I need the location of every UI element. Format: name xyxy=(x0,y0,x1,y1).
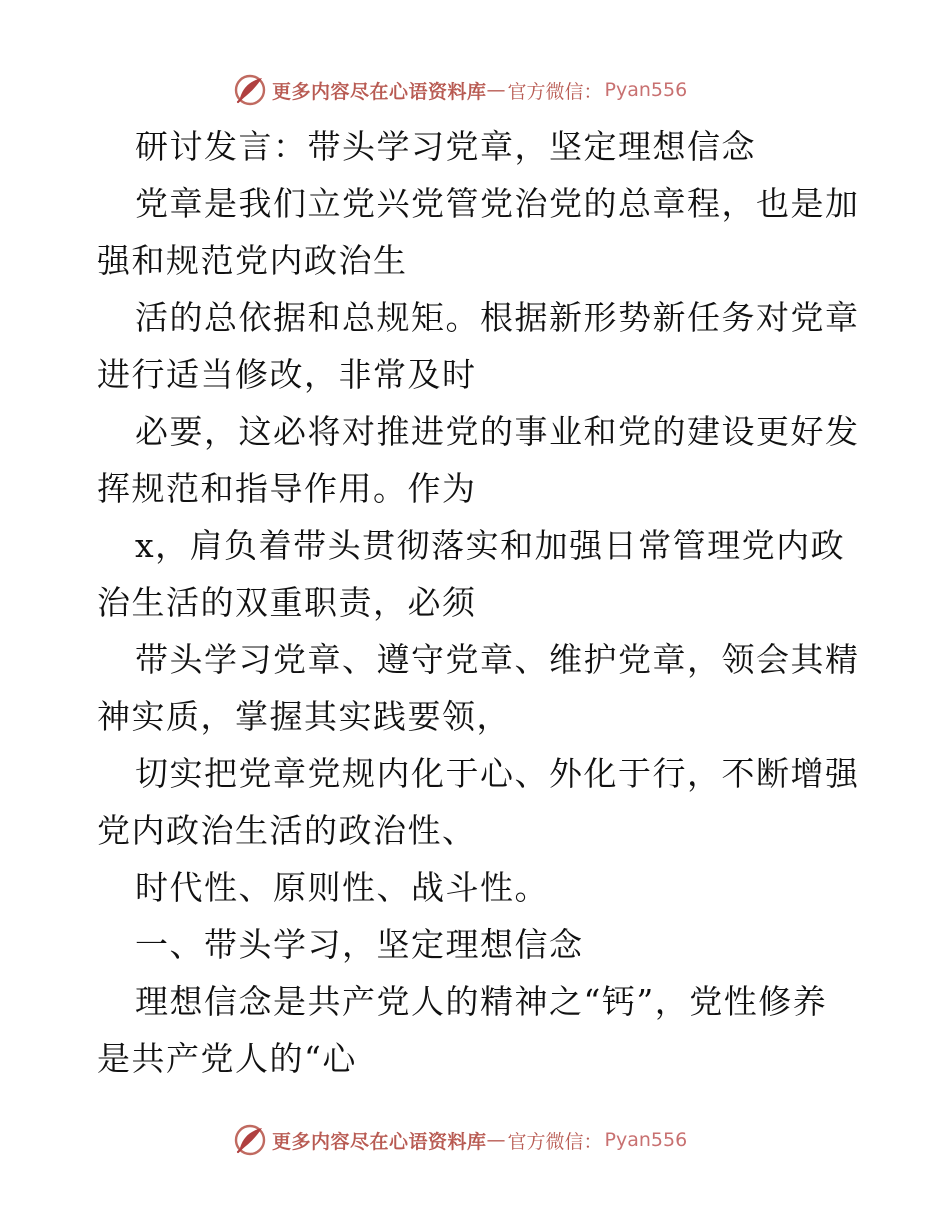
text-line: x，肩负着带头贯彻落实和加强日常管理党内政 xyxy=(135,526,846,565)
text-line: 切实把党章党规内化于心、外化于行，不断增强 xyxy=(135,754,860,793)
text-line: 强和规范党内政治生 xyxy=(97,241,408,280)
text-line: 必要，这必将对推进党的事业和党的建设更好发 xyxy=(135,412,860,451)
text-line: 带头学习党章、遵守党章、维护党章，领会其精 xyxy=(135,640,860,679)
text-line: 活的总依据和总规矩。根据新形势新任务对党章 xyxy=(135,298,860,337)
text-line: 理想信念是共产党人的精神之“钙”，党性修养 xyxy=(135,982,828,1021)
pen-logo-icon xyxy=(232,72,268,108)
library-text: 更多内容尽在心语资料库 xyxy=(272,80,487,103)
text-line: 神实质，掌握其实践要领， xyxy=(97,697,511,736)
text-line: 研讨发言：带头学习党章，坚定理想信念 xyxy=(135,127,756,166)
footer-watermark xyxy=(232,1120,752,1160)
text-line: 挥规范和指导作用。作为 xyxy=(97,469,477,508)
document-body xyxy=(97,118,860,1087)
header-watermark xyxy=(232,70,752,110)
separator-dash: — xyxy=(486,79,506,101)
text-line: 时代性、原则性、战斗性。 xyxy=(135,868,549,907)
text-line: 党章是我们立党兴党管党治党的总章程，也是加 xyxy=(135,184,860,223)
wechat-label: 官方微信： xyxy=(507,1130,603,1153)
separator-dash: — xyxy=(486,1129,506,1151)
text-line: 是共产党人的“心 xyxy=(97,1039,357,1078)
wechat-id: Pyan556 xyxy=(604,1129,688,1151)
text-line: 治生活的双重职责，必须 xyxy=(97,583,477,622)
library-text: 更多内容尽在心语资料库 xyxy=(272,1130,487,1153)
pen-logo-icon xyxy=(232,1122,268,1158)
wechat-label: 官方微信： xyxy=(507,80,603,103)
wechat-id: Pyan556 xyxy=(604,79,688,101)
text-line: 进行适当修改，非常及时 xyxy=(97,355,477,394)
text-line: 党内政治生活的政治性、 xyxy=(97,811,477,850)
text-line: 一、带头学习，坚定理想信念 xyxy=(135,925,584,964)
